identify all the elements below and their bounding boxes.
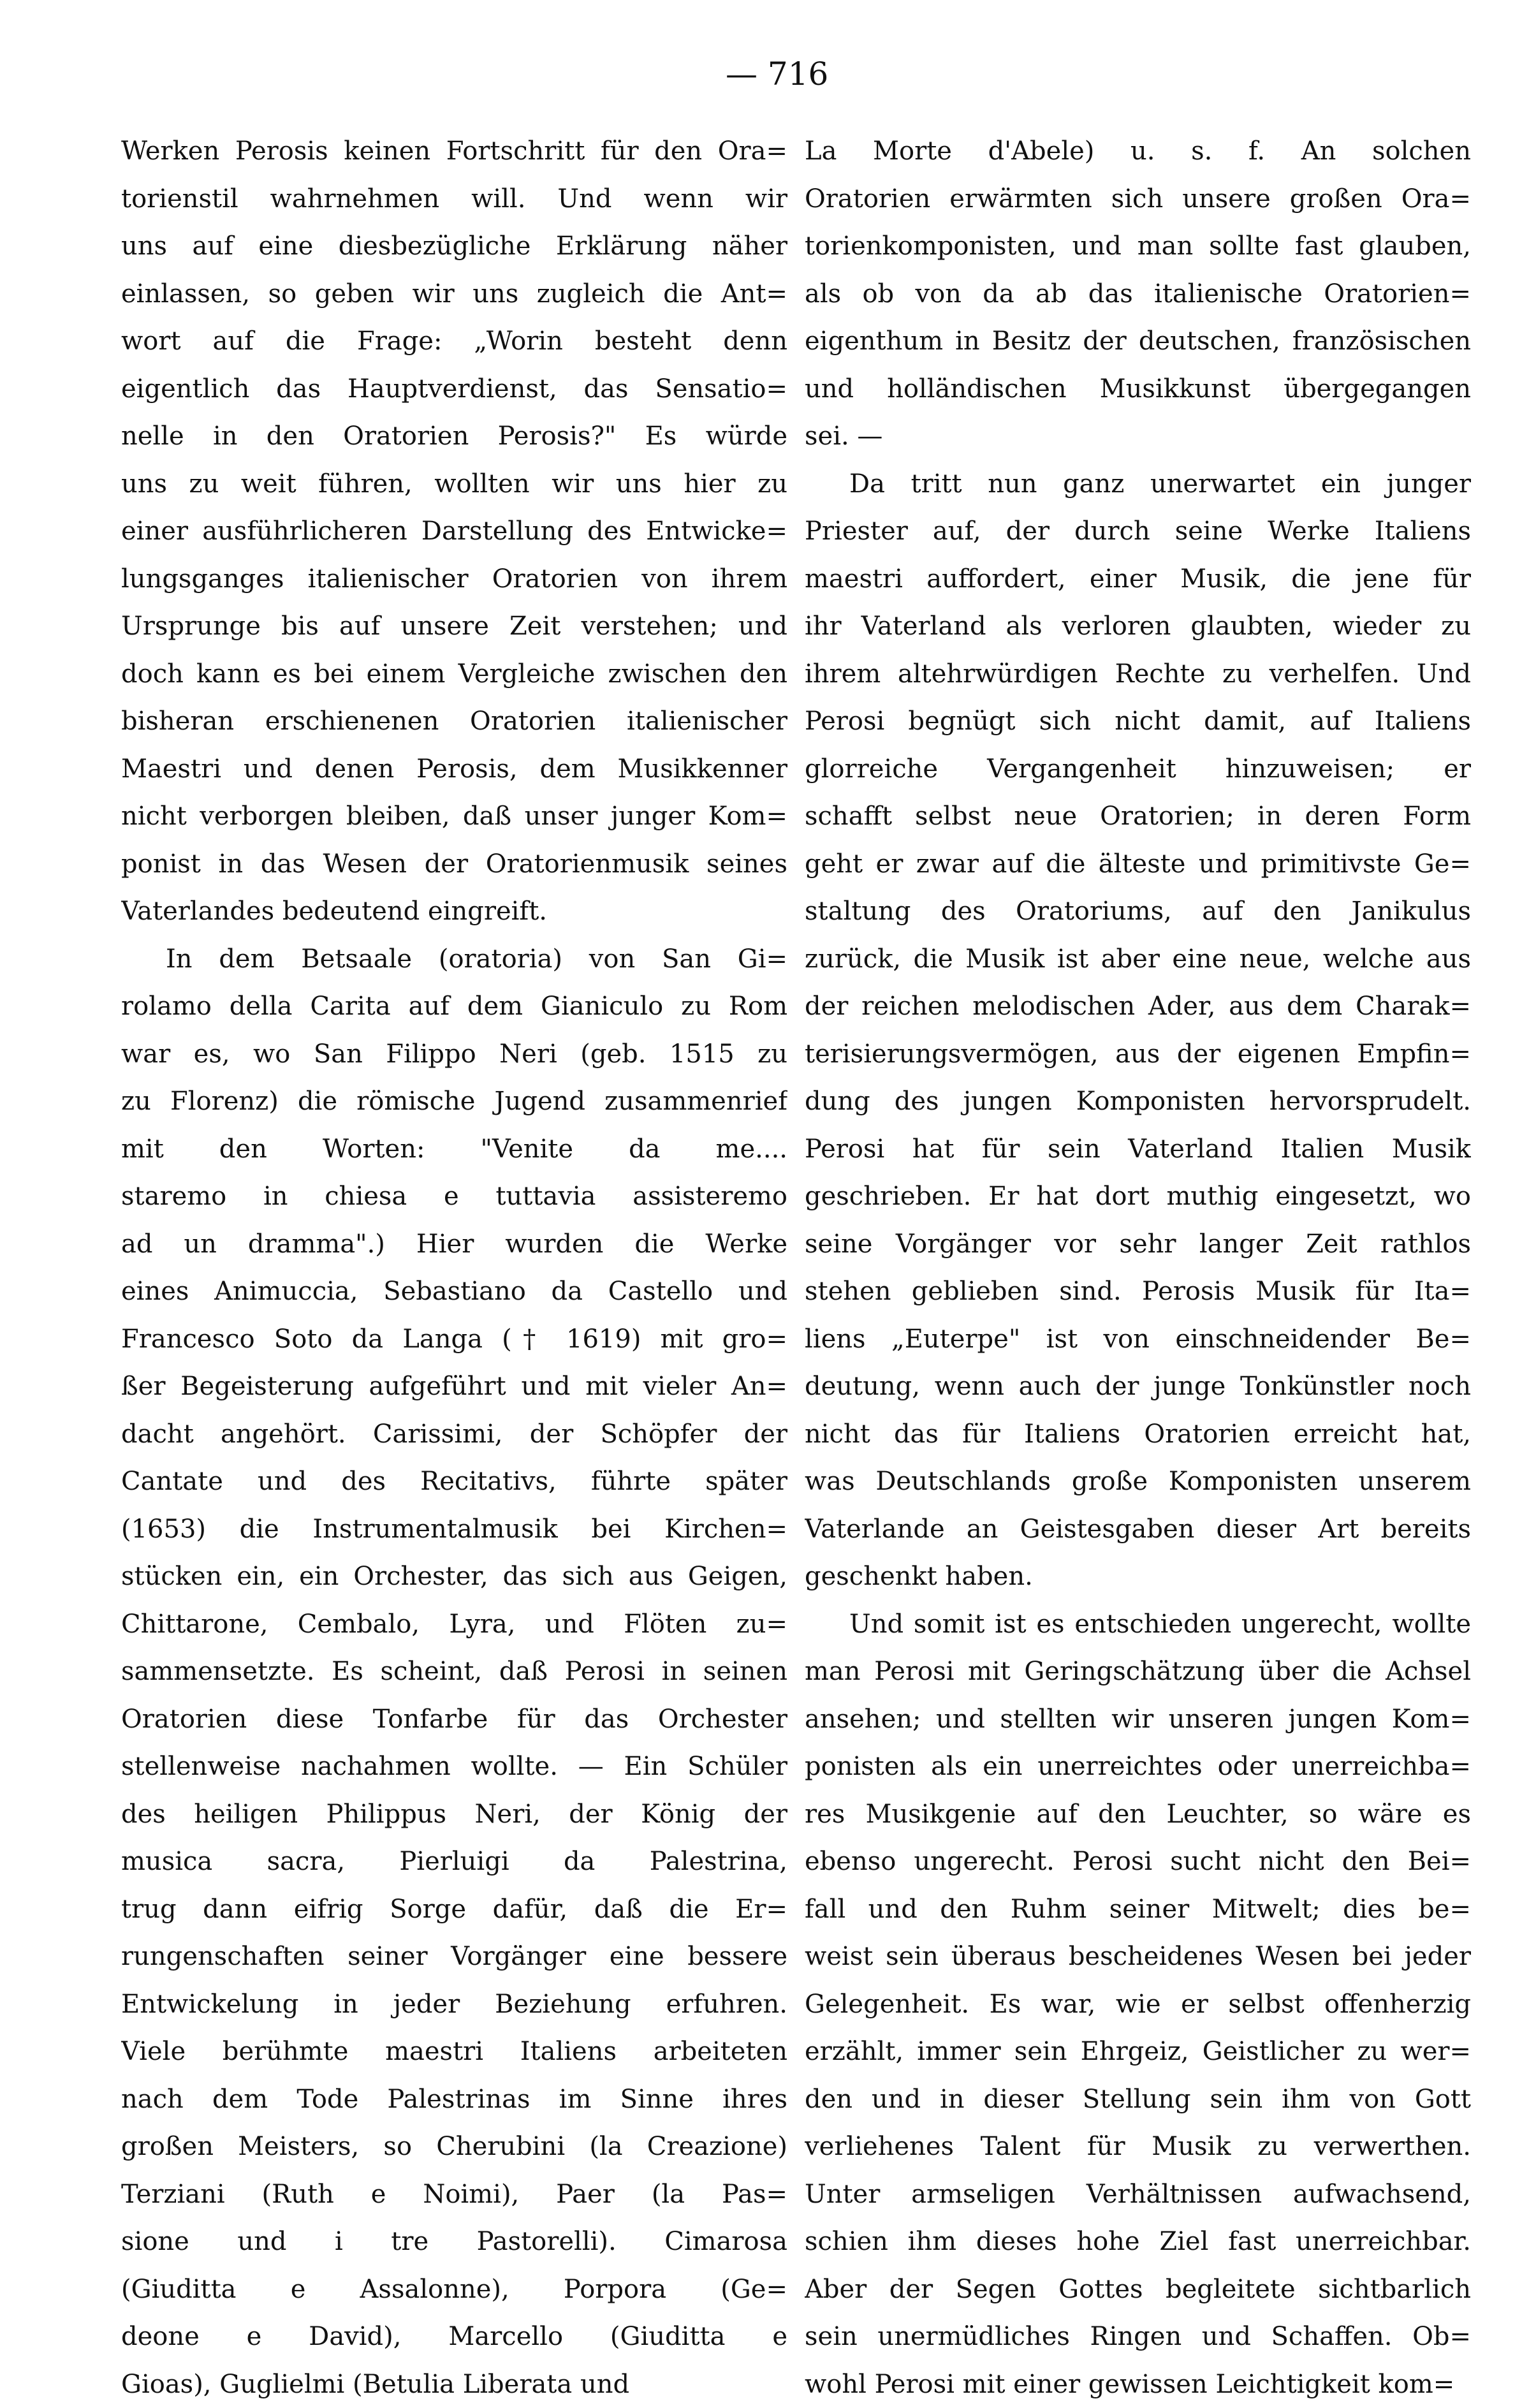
text-line: ihr Vaterland als verloren glaubten, wieder zu xyxy=(805,603,1471,650)
text-line: sei. — xyxy=(805,413,1471,460)
text-line: Perosi hat für sein Vaterland Italien Musik xyxy=(805,1126,1471,1173)
text-line: Francesco Soto da Langa († 1619) mit gro= xyxy=(121,1316,787,1363)
text-line: als ob von da ab das italienische Oratorien= xyxy=(805,270,1471,318)
text-line: liens „Euterpe" ist von einschneidender Be= xyxy=(805,1316,1471,1363)
text-line: zu Florenz) die römische Jugend zusammenrief xyxy=(121,1078,787,1126)
text-line: eigenthum in Besitz der deutschen, französischen xyxy=(805,318,1471,365)
text-line: Oratorien diese Tonfarbe für das Orchester xyxy=(121,1696,787,1744)
text-line: La Morte d'Abele) u. s. f. An solchen xyxy=(805,128,1471,175)
text-line: doch kann es bei einem Vergleiche zwischen den xyxy=(121,650,787,698)
left-column xyxy=(121,128,787,2408)
text-line: Werken Perosis keinen Fortschritt für den Ora= xyxy=(121,128,787,175)
right-column xyxy=(805,128,1471,2408)
text-line: Priester auf, der durch seine Werke Italiens xyxy=(805,508,1471,555)
text-line: Vaterlandes bedeutend eingreift. xyxy=(121,888,787,936)
text-line: wohl Perosi mit einer gewissen Leichtigkeit kom= xyxy=(805,2361,1471,2408)
text-line: eigentlich das Hauptverdienst, das Sensatio= xyxy=(121,365,787,413)
text-line: seine Vorgänger vor sehr langer Zeit rathlos xyxy=(805,1221,1471,1268)
text-line: Ursprunge bis auf unsere Zeit verstehen; und xyxy=(121,603,787,650)
text-line: Terziani (Ruth e Noimi), Paer (la Pas= xyxy=(121,2171,787,2219)
text-line: Vaterlande an Geistesgaben dieser Art bereits xyxy=(805,1506,1471,1553)
text-line: Maestri und denen Perosis, dem Musikkenner xyxy=(121,745,787,793)
text-line: erzählt, immer sein Ehrgeiz, Geistlicher zu wer= xyxy=(805,2028,1471,2076)
text-line: großen Meisters, so Cherubini (la Creazione) xyxy=(121,2123,787,2171)
text-line: Gelegenheit. Es war, wie er selbst offenherzig xyxy=(805,1981,1471,2029)
text-line: stehen geblieben sind. Perosis Musik für Ita= xyxy=(805,1268,1471,1316)
text-line: geschrieben. Er hat dort muthig eingesetzt, wo xyxy=(805,1173,1471,1221)
text-line: musica sacra, Pierluigi da Palestrina, xyxy=(121,1838,787,1886)
text-line: ponisten als ein unerreichtes oder unerreichba= xyxy=(805,1743,1471,1791)
text-line: weist sein überaus bescheidenes Wesen bei jeder xyxy=(805,1933,1471,1981)
text-line: terisierungsvermögen, aus der eigenen Empfin= xyxy=(805,1031,1471,1078)
text-line: man Perosi mit Geringschätzung über die Achsel xyxy=(805,1648,1471,1696)
text-line: schafft selbst neue Oratorien; in deren Form xyxy=(805,793,1471,841)
text-line: bisheran erschienenen Oratorien italienischer xyxy=(121,698,787,745)
text-line: des heiligen Philippus Neri, der König der xyxy=(121,1791,787,1839)
text-line: sein unermüdliches Ringen und Schaffen. Ob= xyxy=(805,2313,1471,2361)
text-line: maestri auffordert, einer Musik, die jene für xyxy=(805,555,1471,603)
text-line: (1653) die Instrumentalmusik bei Kirchen= xyxy=(121,1506,787,1553)
text-line: ansehen; und stellten wir unseren jungen Kom= xyxy=(805,1696,1471,1744)
text-line: staltung des Oratoriums, auf den Janikulus xyxy=(805,888,1471,936)
text-line: ponist in das Wesen der Oratorienmusik seines xyxy=(121,841,787,888)
text-line: einer ausführlicheren Darstellung des Entwicke= xyxy=(121,508,787,555)
text-line: verliehenes Talent für Musik zu verwerthen. xyxy=(805,2123,1471,2171)
text-line: nach dem Tode Palestrinas im Sinne ihres xyxy=(121,2076,787,2124)
text-line: staremo in chiesa e tuttavia assisteremo xyxy=(121,1173,787,1221)
text-line: sione und i tre Pastorelli). Cimarosa xyxy=(121,2218,787,2266)
text-line: lungsganges italienischer Oratorien von ihrem xyxy=(121,555,787,603)
text-line: war es, wo San Filippo Neri (geb. 1515 zu xyxy=(121,1031,787,1078)
text-line: res Musikgenie auf den Leuchter, so wäre es xyxy=(805,1791,1471,1839)
text-line: Entwickelung in jeder Beziehung erfuhren. xyxy=(121,1981,787,2029)
text-line: was Deutschlands große Komponisten unserem xyxy=(805,1458,1471,1506)
text-line: einlassen, so geben wir uns zugleich die Ant= xyxy=(121,270,787,318)
text-line: stücken ein, ein Orchester, das sich aus Geigen, xyxy=(121,1553,787,1601)
text-line: Cantate und des Recitativs, führte später xyxy=(121,1458,787,1506)
text-line: eines Animuccia, Sebastiano da Castello und xyxy=(121,1268,787,1316)
text-line: Aber der Segen Gottes begleitete sichtbarlich xyxy=(805,2266,1471,2314)
text-line: Gioas), Guglielmi (Betulia Liberata und xyxy=(121,2361,787,2408)
text-line: uns zu weit führen, wollten wir uns hier zu xyxy=(121,460,787,508)
text-line: geschenkt haben. xyxy=(805,1553,1471,1601)
text-line: In dem Betsaale (oratoria) von San Gi= xyxy=(121,936,787,983)
text-line: und holländischen Musikkunst übergegangen xyxy=(805,365,1471,413)
text-line: rungenschaften seiner Vorgänger eine bessere xyxy=(121,1933,787,1981)
text-line: ßer Begeisterung aufgeführt und mit vieler An= xyxy=(121,1363,787,1411)
text-line: stellenweise nachahmen wollte. — Ein Schüler xyxy=(121,1743,787,1791)
text-line: ebenso ungerecht. Perosi sucht nicht den Bei= xyxy=(805,1838,1471,1886)
text-line: Viele berühmte maestri Italiens arbeiteten xyxy=(121,2028,787,2076)
text-line: fall und den Ruhm seiner Mitwelt; dies be= xyxy=(805,1886,1471,1934)
text-line: glorreiche Vergangenheit hinzuweisen; er xyxy=(805,745,1471,793)
text-line: nelle in den Oratorien Perosis?" Es würde xyxy=(121,413,787,460)
text-line: den und in dieser Stellung sein ihm von Gott xyxy=(805,2076,1471,2124)
text-line: uns auf eine diesbezügliche Erklärung näher xyxy=(121,223,787,270)
text-line: schien ihm dieses hohe Ziel fast unerreichbar. xyxy=(805,2218,1471,2266)
text-line: nicht verborgen bleiben, daß unser junger Kom= xyxy=(121,793,787,841)
text-line: torienkomponisten, und man sollte fast glauben, xyxy=(805,223,1471,270)
text-line: wort auf die Frage: „Worin besteht denn xyxy=(121,318,787,365)
text-line: ad un dramma".) Hier wurden die Werke xyxy=(121,1221,787,1268)
text-line: dacht angehört. Carissimi, der Schöpfer der xyxy=(121,1411,787,1458)
text-line: Da tritt nun ganz unerwartet ein junger xyxy=(805,460,1471,508)
text-line: Perosi begnügt sich nicht damit, auf Italiens xyxy=(805,698,1471,745)
text-line: trug dann eifrig Sorge dafür, daß die Er= xyxy=(121,1886,787,1934)
text-line: geht er zwar auf die älteste und primitivste Ge= xyxy=(805,841,1471,888)
text-line: deone e David), Marcello (Giuditta e xyxy=(121,2313,787,2361)
text-line: Unter armseligen Verhältnissen aufwachsend, xyxy=(805,2171,1471,2219)
text-line: deutung, wenn auch der junge Tonkünstler noch xyxy=(805,1363,1471,1411)
text-line: dung des jungen Komponisten hervorsprudelt. xyxy=(805,1078,1471,1126)
page-number: — 716 xyxy=(726,55,853,93)
text-line: sammensetzte. Es scheint, daß Perosi in seinen xyxy=(121,1648,787,1696)
text-line: nicht das für Italiens Oratorien erreicht hat, xyxy=(805,1411,1471,1458)
text-line: Und somit ist es entschieden ungerecht, wollte xyxy=(805,1601,1471,1648)
text-line: rolamo della Carita auf dem Gianiculo zu Rom xyxy=(121,983,787,1031)
text-line: Chittarone, Cembalo, Lyra, und Flöten zu= xyxy=(121,1601,787,1648)
text-line: (Giuditta e Assalonne), Porpora (Ge= xyxy=(121,2266,787,2314)
text-line: zurück, die Musik ist aber eine neue, welche aus xyxy=(805,936,1471,983)
text-line: mit den Worten: "Venite da me.... xyxy=(121,1126,787,1173)
text-line: ihrem altehrwürdigen Rechte zu verhelfen. Und xyxy=(805,650,1471,698)
text-line: torienstil wahrnehmen will. Und wenn wir xyxy=(121,175,787,223)
text-line: der reichen melodischen Ader, aus dem Charak= xyxy=(805,983,1471,1031)
text-line: Oratorien erwärmten sich unsere großen Ora= xyxy=(805,175,1471,223)
